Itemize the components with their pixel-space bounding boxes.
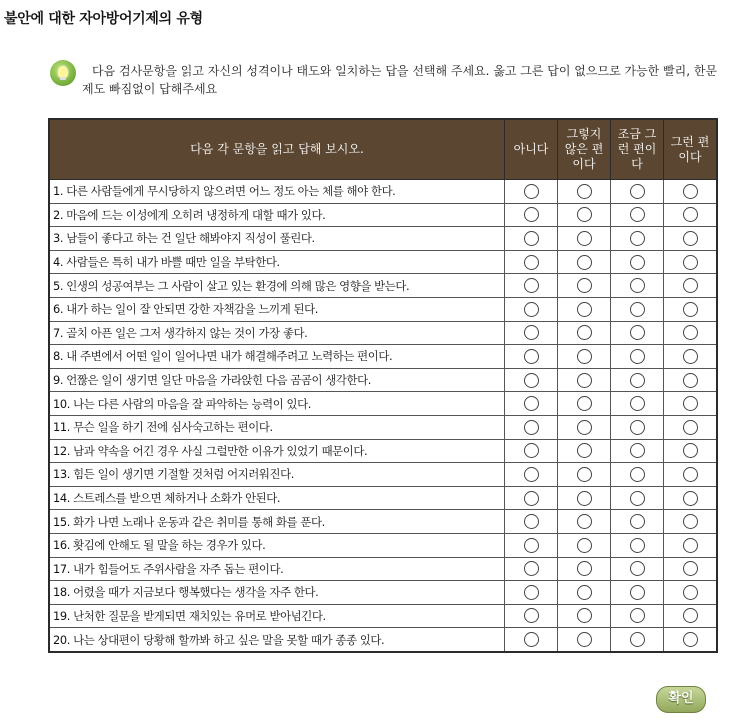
question-text: 2. 마음에 드는 이성에게 오히려 냉정하게 대할 때가 있다. bbox=[49, 203, 505, 227]
answer-radio-option-1[interactable] bbox=[524, 184, 539, 199]
question-text: 20. 나는 상대편이 당황해 할까봐 하고 싶은 말을 못할 때가 종종 있다. bbox=[49, 628, 505, 652]
answer-radio-option-3[interactable] bbox=[630, 443, 645, 458]
answer-radio-option-2[interactable] bbox=[577, 349, 592, 364]
table-row bbox=[49, 274, 717, 298]
answer-radio-option-2[interactable] bbox=[577, 608, 592, 623]
table-row bbox=[49, 439, 717, 463]
answer-cell bbox=[664, 321, 718, 345]
question-text: 18. 어렸을 때가 지금보다 행복했다는 생각을 자주 한다. bbox=[49, 581, 505, 605]
answer-radio-option-1[interactable] bbox=[524, 231, 539, 246]
question-text: 17. 내가 힘들어도 주위사람을 자주 돕는 편이다. bbox=[49, 557, 505, 581]
answer-radio-option-3[interactable] bbox=[630, 585, 645, 600]
answer-cell bbox=[505, 415, 558, 439]
answer-radio-option-4[interactable] bbox=[683, 538, 698, 553]
answer-cell bbox=[558, 510, 611, 534]
question-text: 4. 사람들은 특히 내가 바쁠 때만 일을 부탁한다. bbox=[49, 250, 505, 274]
answer-radio-option-4[interactable] bbox=[683, 184, 698, 199]
answer-radio-option-4[interactable] bbox=[683, 585, 698, 600]
answer-radio-option-3[interactable] bbox=[630, 255, 645, 270]
answer-radio-option-4[interactable] bbox=[683, 349, 698, 364]
answer-cell bbox=[558, 415, 611, 439]
answer-radio-option-1[interactable] bbox=[524, 325, 539, 340]
answer-cell bbox=[664, 368, 718, 392]
answer-radio-option-4[interactable] bbox=[683, 302, 698, 317]
answer-radio-option-1[interactable] bbox=[524, 514, 539, 529]
table-row bbox=[49, 604, 717, 628]
answer-radio-option-1[interactable] bbox=[524, 443, 539, 458]
answer-radio-option-4[interactable] bbox=[683, 420, 698, 435]
answer-radio-option-4[interactable] bbox=[683, 632, 698, 647]
answer-radio-option-3[interactable] bbox=[630, 467, 645, 482]
answer-radio-option-4[interactable] bbox=[683, 278, 698, 293]
answer-radio-option-1[interactable] bbox=[524, 420, 539, 435]
question-text: 5. 인생의 성공여부는 그 사람이 살고 있는 환경에 의해 많은 영향을 받는다. bbox=[49, 274, 505, 298]
question-text: 3. 남들이 좋다고 하는 건 일단 해봐야지 직성이 풀린다. bbox=[49, 227, 505, 251]
question-text: 13. 힘든 일이 생기면 기절할 것처럼 어지러워진다. bbox=[49, 463, 505, 487]
answer-radio-option-3[interactable] bbox=[630, 325, 645, 340]
answer-radio-option-3[interactable] bbox=[630, 420, 645, 435]
answer-radio-option-1[interactable] bbox=[524, 207, 539, 222]
table-row bbox=[49, 510, 717, 534]
answer-cell bbox=[505, 274, 558, 298]
answer-radio-option-2[interactable] bbox=[577, 325, 592, 340]
question-text: 14. 스트레스를 받으면 체하거나 소화가 안된다. bbox=[49, 486, 505, 510]
answer-cell bbox=[664, 533, 718, 557]
table-row bbox=[49, 345, 717, 369]
answer-radio-option-4[interactable] bbox=[683, 491, 698, 506]
answer-radio-option-2[interactable] bbox=[577, 585, 592, 600]
answer-radio-option-1[interactable] bbox=[524, 561, 539, 576]
answer-radio-option-2[interactable] bbox=[577, 538, 592, 553]
answer-cell bbox=[558, 203, 611, 227]
answer-radio-option-3[interactable] bbox=[630, 561, 645, 576]
table-row bbox=[49, 321, 717, 345]
page-title: 불안에 대한 자아방어기제의 유형 bbox=[4, 11, 203, 27]
answer-radio-option-4[interactable] bbox=[683, 396, 698, 411]
answer-radio-option-1[interactable] bbox=[524, 255, 539, 270]
answer-cell bbox=[664, 510, 718, 534]
answer-radio-option-3[interactable] bbox=[630, 491, 645, 506]
answer-radio-option-3[interactable] bbox=[630, 302, 645, 317]
table-row bbox=[49, 227, 717, 251]
answer-cell bbox=[505, 392, 558, 416]
intro-section bbox=[50, 60, 720, 98]
answer-cell bbox=[505, 628, 558, 652]
answer-cell bbox=[664, 415, 718, 439]
answer-cell bbox=[558, 180, 611, 204]
answer-cell bbox=[558, 368, 611, 392]
answer-cell bbox=[558, 274, 611, 298]
question-text: 15. 화가 나면 노래나 운동과 같은 취미를 통해 화를 푼다. bbox=[49, 510, 505, 534]
answer-cell bbox=[664, 297, 718, 321]
answer-radio-option-4[interactable] bbox=[683, 608, 698, 623]
answer-cell bbox=[664, 250, 718, 274]
question-text: 16. 홧김에 안해도 될 말을 하는 경우가 있다. bbox=[49, 533, 505, 557]
answer-cell bbox=[558, 227, 611, 251]
answer-radio-option-4[interactable] bbox=[683, 373, 698, 388]
answer-cell bbox=[505, 510, 558, 534]
answer-cell bbox=[505, 439, 558, 463]
table-row bbox=[49, 415, 717, 439]
answer-radio-option-1[interactable] bbox=[524, 302, 539, 317]
answer-radio-option-1[interactable] bbox=[524, 396, 539, 411]
answer-cell bbox=[611, 415, 664, 439]
answer-radio-option-4[interactable] bbox=[683, 514, 698, 529]
answer-radio-option-2[interactable] bbox=[577, 420, 592, 435]
answer-radio-option-1[interactable] bbox=[524, 467, 539, 482]
answer-cell bbox=[505, 180, 558, 204]
answer-radio-option-4[interactable] bbox=[683, 231, 698, 246]
table-row bbox=[49, 368, 717, 392]
answer-radio-option-2[interactable] bbox=[577, 467, 592, 482]
question-text: 8. 내 주변에서 어떤 일이 일어나면 내가 해결해주려고 노력하는 편이다. bbox=[49, 345, 505, 369]
answer-cell bbox=[664, 581, 718, 605]
answer-cell bbox=[558, 557, 611, 581]
answer-cell bbox=[505, 297, 558, 321]
table-row bbox=[49, 581, 717, 605]
answer-cell bbox=[558, 581, 611, 605]
answer-radio-option-4[interactable] bbox=[683, 443, 698, 458]
answer-cell bbox=[611, 368, 664, 392]
table-row bbox=[49, 297, 717, 321]
table-row bbox=[49, 486, 717, 510]
answer-cell bbox=[505, 368, 558, 392]
answer-cell bbox=[611, 392, 664, 416]
answer-cell bbox=[611, 581, 664, 605]
answer-radio-option-3[interactable] bbox=[630, 373, 645, 388]
answer-cell bbox=[558, 321, 611, 345]
answer-radio-option-2[interactable] bbox=[577, 443, 592, 458]
answer-cell bbox=[664, 557, 718, 581]
answer-radio-option-2[interactable] bbox=[577, 396, 592, 411]
header-option-1: 아니다 bbox=[505, 119, 558, 180]
answer-cell bbox=[558, 486, 611, 510]
answer-cell bbox=[611, 533, 664, 557]
question-text: 11. 무슨 일을 하기 전에 심사숙고하는 편이다. bbox=[49, 415, 505, 439]
answer-radio-option-2[interactable] bbox=[577, 255, 592, 270]
answer-radio-option-4[interactable] bbox=[683, 467, 698, 482]
answer-cell bbox=[558, 250, 611, 274]
answer-cell bbox=[505, 486, 558, 510]
question-text: 19. 난처한 질문을 받게되면 재치있는 유머로 받아넘긴다. bbox=[49, 604, 505, 628]
answer-radio-option-3[interactable] bbox=[630, 231, 645, 246]
question-text: 10. 나는 다른 사람의 마음을 잘 파악하는 능력이 있다. bbox=[49, 392, 505, 416]
answer-cell bbox=[558, 628, 611, 652]
question-text: 7. 골치 아픈 일은 그저 생각하지 않는 것이 가장 좋다. bbox=[49, 321, 505, 345]
answer-radio-option-2[interactable] bbox=[577, 491, 592, 506]
answer-radio-option-1[interactable] bbox=[524, 373, 539, 388]
answer-cell bbox=[611, 297, 664, 321]
answer-cell bbox=[664, 345, 718, 369]
answer-cell bbox=[611, 604, 664, 628]
answer-radio-option-3[interactable] bbox=[630, 349, 645, 364]
answer-radio-option-3[interactable] bbox=[630, 396, 645, 411]
answer-radio-option-2[interactable] bbox=[577, 561, 592, 576]
answer-cell bbox=[664, 274, 718, 298]
answer-radio-option-4[interactable] bbox=[683, 255, 698, 270]
table-row bbox=[49, 180, 717, 204]
answer-radio-option-2[interactable] bbox=[577, 278, 592, 293]
answer-cell bbox=[611, 274, 664, 298]
answer-cell bbox=[664, 203, 718, 227]
answer-radio-option-3[interactable] bbox=[630, 538, 645, 553]
answer-cell bbox=[558, 604, 611, 628]
answer-cell bbox=[611, 227, 664, 251]
answer-radio-option-2[interactable] bbox=[577, 184, 592, 199]
header-option-4: 그런 편이다 bbox=[664, 119, 718, 180]
answer-radio-option-3[interactable] bbox=[630, 608, 645, 623]
table-row bbox=[49, 533, 717, 557]
answer-cell bbox=[611, 439, 664, 463]
lightbulb-icon bbox=[50, 60, 76, 86]
answer-radio-option-2[interactable] bbox=[577, 632, 592, 647]
header-option-3: 조금 그런 편이다 bbox=[611, 119, 664, 180]
answer-radio-option-4[interactable] bbox=[683, 325, 698, 340]
answer-cell bbox=[505, 250, 558, 274]
answer-cell bbox=[664, 392, 718, 416]
answer-cell bbox=[505, 203, 558, 227]
answer-radio-option-1[interactable] bbox=[524, 349, 539, 364]
header-question: 다음 각 문항을 읽고 답해 보시오. bbox=[49, 119, 505, 180]
answer-cell bbox=[505, 604, 558, 628]
answer-cell bbox=[611, 321, 664, 345]
table-header-row bbox=[49, 119, 717, 180]
answer-cell bbox=[505, 463, 558, 487]
answer-cell bbox=[611, 486, 664, 510]
answer-cell bbox=[558, 392, 611, 416]
table-row bbox=[49, 463, 717, 487]
table-row bbox=[49, 628, 717, 652]
answer-radio-option-2[interactable] bbox=[577, 207, 592, 222]
answer-radio-option-3[interactable] bbox=[630, 632, 645, 647]
table-row bbox=[49, 557, 717, 581]
answer-radio-option-1[interactable] bbox=[524, 491, 539, 506]
question-text: 12. 남과 약속을 어긴 경우 사실 그럴만한 이유가 있었기 때문이다. bbox=[49, 439, 505, 463]
answer-cell bbox=[664, 439, 718, 463]
answer-cell bbox=[505, 345, 558, 369]
answer-radio-option-2[interactable] bbox=[577, 373, 592, 388]
answer-cell bbox=[505, 227, 558, 251]
table-row bbox=[49, 250, 717, 274]
answer-cell bbox=[664, 604, 718, 628]
answer-cell bbox=[664, 628, 718, 652]
survey-table bbox=[48, 118, 718, 653]
answer-cell bbox=[664, 463, 718, 487]
table-row bbox=[49, 392, 717, 416]
answer-cell bbox=[558, 463, 611, 487]
answer-radio-option-1[interactable] bbox=[524, 585, 539, 600]
question-text: 1. 다른 사람들에게 무시당하지 않으려면 어느 정도 아는 체를 해야 한다. bbox=[49, 180, 505, 204]
answer-radio-option-4[interactable] bbox=[683, 207, 698, 222]
answer-radio-option-3[interactable] bbox=[630, 278, 645, 293]
answer-radio-option-3[interactable] bbox=[630, 184, 645, 199]
answer-cell bbox=[505, 557, 558, 581]
header-option-2: 그렇지 않은 편이다 bbox=[558, 119, 611, 180]
answer-cell bbox=[664, 486, 718, 510]
answer-cell bbox=[558, 345, 611, 369]
question-text: 9. 언짢은 일이 생기면 일단 마음을 가라앉힌 다음 곰곰이 생각한다. bbox=[49, 368, 505, 392]
answer-radio-option-1[interactable] bbox=[524, 538, 539, 553]
answer-radio-option-2[interactable] bbox=[577, 514, 592, 529]
answer-cell bbox=[505, 321, 558, 345]
answer-cell bbox=[611, 250, 664, 274]
answer-cell bbox=[505, 533, 558, 557]
answer-cell bbox=[611, 628, 664, 652]
answer-cell bbox=[611, 463, 664, 487]
answer-cell bbox=[611, 557, 664, 581]
answer-cell bbox=[558, 439, 611, 463]
table-row bbox=[49, 203, 717, 227]
intro-text: 다음 검사문항을 읽고 자신의 성격이나 태도와 일치하는 답을 선택해 주세요. 옳고 그른 답이 없으므로 가능한 빨리, 한문제도 빠짐없이 답해주세요 bbox=[82, 64, 718, 96]
answer-cell bbox=[611, 203, 664, 227]
answer-cell bbox=[558, 533, 611, 557]
answer-radio-option-1[interactable] bbox=[524, 608, 539, 623]
confirm-button[interactable]: 확인 bbox=[656, 686, 706, 713]
answer-radio-option-1[interactable] bbox=[524, 632, 539, 647]
answer-radio-option-3[interactable] bbox=[630, 207, 645, 222]
answer-cell bbox=[664, 180, 718, 204]
answer-cell bbox=[611, 180, 664, 204]
answer-cell bbox=[611, 510, 664, 534]
answer-cell bbox=[505, 581, 558, 605]
answer-cell bbox=[558, 297, 611, 321]
answer-radio-option-3[interactable] bbox=[630, 514, 645, 529]
answer-cell bbox=[611, 345, 664, 369]
answer-radio-option-4[interactable] bbox=[683, 561, 698, 576]
answer-radio-option-2[interactable] bbox=[577, 302, 592, 317]
answer-radio-option-2[interactable] bbox=[577, 231, 592, 246]
answer-cell bbox=[664, 227, 718, 251]
question-text: 6. 내가 하는 일이 잘 안되면 강한 자책감을 느끼게 된다. bbox=[49, 297, 505, 321]
answer-radio-option-1[interactable] bbox=[524, 278, 539, 293]
